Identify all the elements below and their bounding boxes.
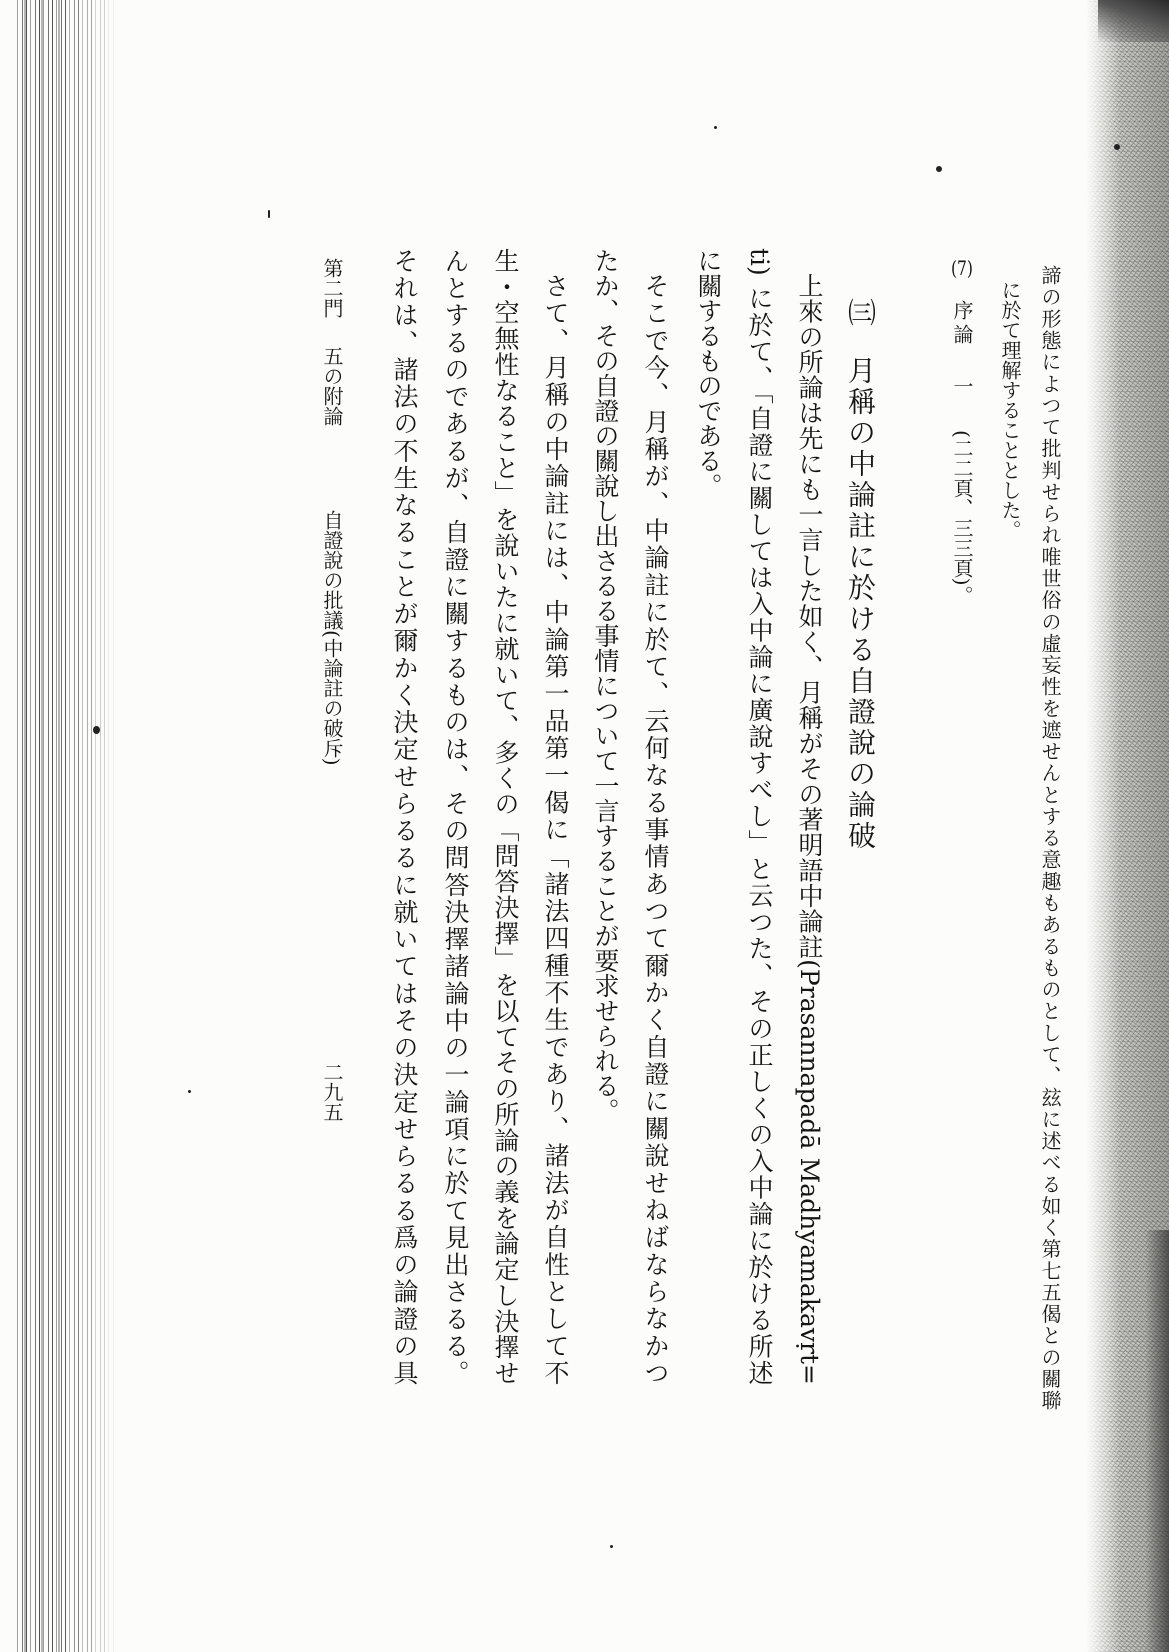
section-marker: ㈢ bbox=[844, 298, 877, 329]
body-line: 上來の所論は先にも一言した如く、月稱がその著明語中論註(Prasannapadā Madhyamakavṛt= bbox=[795, 273, 824, 1385]
scan-speck bbox=[93, 726, 100, 734]
footnote-pages: (二二頁、三三頁)。 bbox=[950, 430, 974, 606]
body-line: さて、月稱の中論註には、中論第一品第一偈に「諸法四種不生であり、諸法が自性として不 bbox=[541, 273, 570, 1385]
body-line: んとするのであるが、自證に關するものは、その問答決擇諸論中の一論項に於て見出さるる。 bbox=[441, 248, 470, 1385]
scan-corner-shadow bbox=[1098, 0, 1169, 42]
binding-lines-left bbox=[18, 0, 68, 1652]
footer-part: 第二門 bbox=[320, 258, 344, 318]
footnote-number: 一 bbox=[950, 376, 974, 396]
scan-speck bbox=[610, 1545, 613, 1548]
scan-edge-shadow bbox=[1145, 1230, 1169, 1652]
footnote-continuation-line: に於て理解することとした。 bbox=[998, 280, 1022, 540]
footer-title: 自證說の批議(中論註の破斥) bbox=[320, 510, 344, 766]
body-line: ti) に於て、「自證に關しては入中論に廣說すべし」と云つた、その正しくの入中論に於ける所述 bbox=[745, 248, 774, 1385]
scan-speck bbox=[714, 126, 717, 129]
body-line: に關するものである。 bbox=[694, 248, 723, 498]
scan-speck bbox=[188, 1090, 191, 1093]
footnote-continuation-line: 諦の形態によつて批判せられ唯世俗の虛妄性を遮せんとする意趣もあるものとして、玆に述べる如く第七五偈との關聯 bbox=[1038, 265, 1062, 1410]
body-line: 生・空無性なること」を說いたに就いて、多くの「問答決擇」を以てその所論の義を論定し決擇せ bbox=[491, 248, 520, 1386]
body-line: そこで今、月稱が、中論註に於て、云何なる事情あつて爾かく自證に關說せねばならなかつ bbox=[641, 273, 670, 1385]
body-line: それは、諸法の不生なることが爾かく決定せらるるに就いてはその決定せらるる爲の論證の具 bbox=[390, 248, 419, 1385]
body-line: たか、その自證の關說し出さるる事情について一言することが要求せられる。 bbox=[591, 248, 620, 1123]
footnote-marker bbox=[952, 258, 972, 278]
footer-chapter: 五の附論 bbox=[320, 346, 344, 426]
scan-speck bbox=[1114, 144, 1120, 150]
scan-speck bbox=[936, 166, 942, 172]
footnote-marker-text: (7) bbox=[951, 258, 973, 278]
footnote-ref: 序論 bbox=[950, 300, 974, 348]
page-number: 二九五 bbox=[320, 1062, 344, 1122]
section-title: 月稱の中論註に於ける自證說の論破 bbox=[844, 356, 877, 852]
scan-speck bbox=[268, 210, 270, 218]
